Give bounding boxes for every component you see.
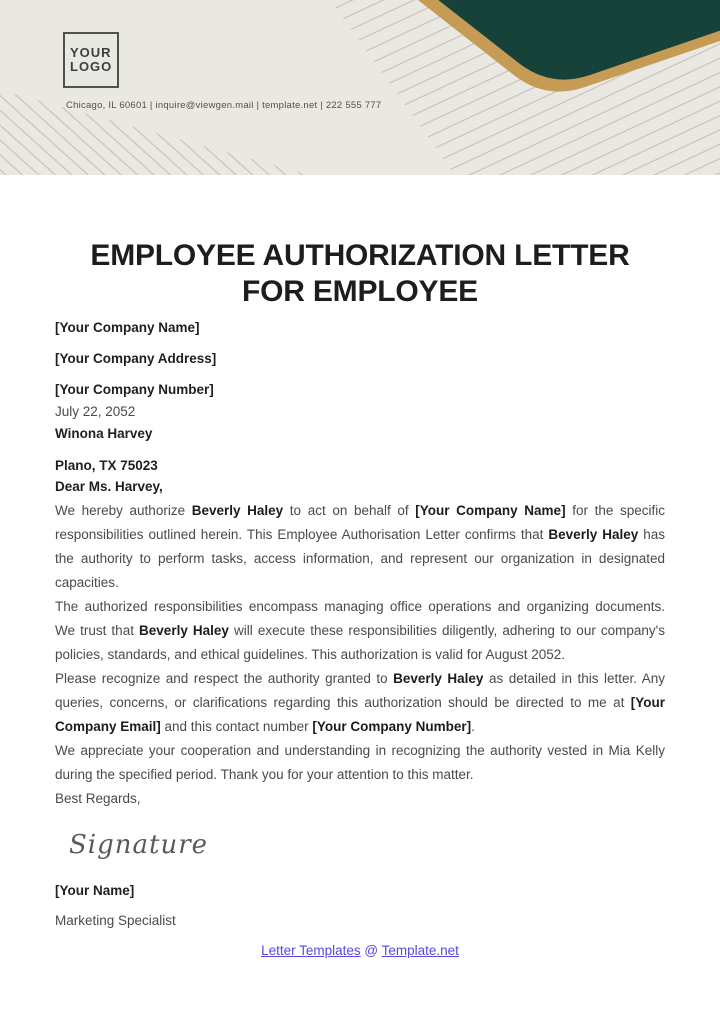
recipient-name: Winona Harvey bbox=[55, 426, 153, 441]
recipient-location: Plano, TX 75023 bbox=[55, 458, 158, 473]
letter-paragraph-4: We appreciate your cooperation and understanding in recognizing the authority vested in Mia Kelly during the specified period. Thank you for your attention to this matter. bbox=[55, 743, 665, 782]
salutation: Dear Ms. Harvey, bbox=[55, 479, 163, 494]
logo-text-line1: YOUR bbox=[70, 45, 112, 60]
sender-name-placeholder: [Your Name] bbox=[55, 883, 135, 898]
letter-templates-link[interactable]: Letter Templates bbox=[261, 943, 361, 958]
letter-date: July 22, 2052 bbox=[55, 404, 136, 419]
letterhead bbox=[0, 0, 720, 175]
letter-title: EMPLOYEE AUTHORIZATION LETTER FOR EMPLOYEE bbox=[90, 239, 630, 308]
sender-title: Marketing Specialist bbox=[55, 912, 176, 928]
logo-text-line2: LOGO bbox=[70, 59, 113, 74]
footer-separator: @ bbox=[364, 943, 379, 958]
template-net-link[interactable]: Template.net bbox=[381, 943, 459, 958]
signature-script: Signature bbox=[69, 830, 209, 860]
closing: Best Regards, bbox=[55, 791, 141, 806]
footer-attribution bbox=[55, 942, 665, 960]
letter-paragraph-2: The authorized responsibilities encompass managing office operations and organizing documents. We trust that Beverly Haley will execute these responsibilities diligently, adhering to our company's policies, standards, and ethical guidelines. This authorization is valid for August 2052. bbox=[55, 599, 666, 662]
letter-paragraph-3: Please recognize and respect the authority granted to Beverly Haley as detailed in this letter. Any queries, concerns, or clarifications regarding this authorization should be directed to me at [Your Company Email] and this contact number [Your Company Number]. bbox=[55, 671, 666, 734]
contact-info: Chicago, IL 60601 | inquire@viewgen.mail | template.net | 222 555 777 bbox=[66, 100, 382, 111]
letter-body bbox=[0, 238, 720, 960]
letter-paragraph-1: We hereby authorize Beverly Haley to act on behalf of [Your Company Name] for the specific responsibilities outlined herein. This Employee Authorisation Letter confirms that Beverly Haley has the authority to perform tasks, access information, and represent our organization in designated capacities. bbox=[55, 503, 665, 590]
logo-box bbox=[63, 32, 119, 88]
company-number-placeholder: [Your Company Number] bbox=[55, 382, 214, 397]
company-address-placeholder: [Your Company Address] bbox=[55, 351, 217, 366]
company-name-placeholder: [Your Company Name] bbox=[55, 320, 200, 335]
